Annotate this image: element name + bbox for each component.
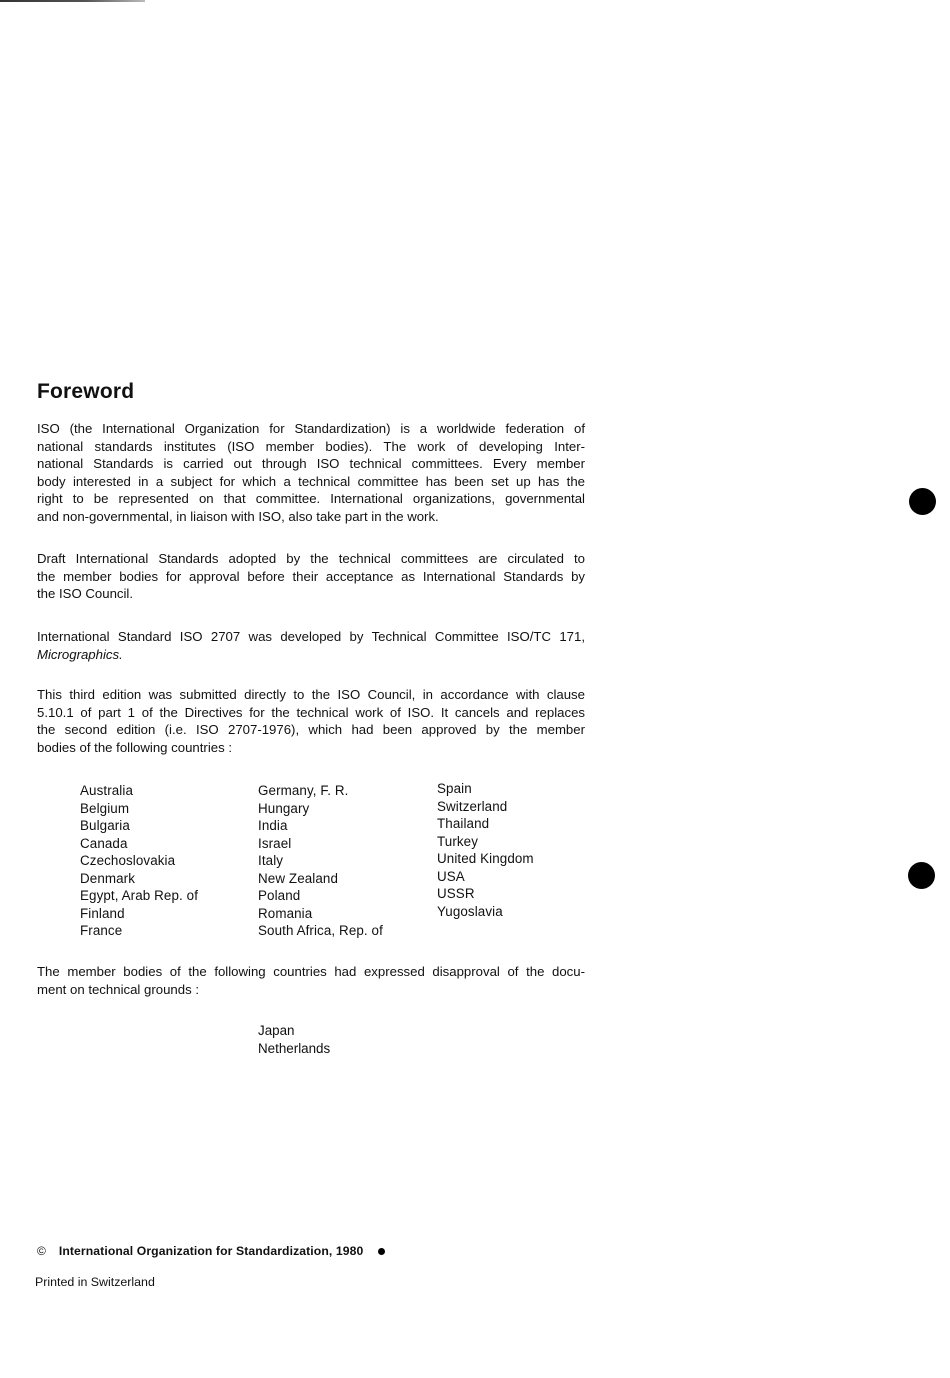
- country-item: Israel: [258, 835, 292, 851]
- country-item: France: [80, 923, 123, 938]
- paragraph-developed-by: [37, 628, 585, 663]
- country-item: USSR: [437, 886, 475, 901]
- country-item: Finland: [80, 905, 125, 921]
- country-item: Belgium: [80, 800, 130, 816]
- country-item: Hungary: [258, 800, 310, 816]
- paragraph-draft-standards: [37, 550, 585, 603]
- text-line: Draft International Standards adopted by the technical committees are circulated to: [37, 551, 585, 566]
- copyright-icon: ©: [37, 1244, 46, 1258]
- approving-countries-column-3: [437, 780, 534, 920]
- text-line: ment on technical grounds :: [37, 981, 200, 997]
- printed-in-note: Printed in Switzerland: [35, 1275, 155, 1289]
- binder-hole-dot-icon: [909, 488, 936, 515]
- country-item: Netherlands: [258, 1040, 331, 1056]
- country-item: Romania: [258, 905, 313, 921]
- copyright-notice: [37, 1244, 385, 1258]
- text-line: International Standard ISO 2707 was developed by Technical Committee ISO/TC 171,: [37, 629, 585, 644]
- scan-top-edge-line: [0, 0, 145, 2]
- country-item: Denmark: [80, 870, 136, 886]
- country-item: Spain: [437, 781, 472, 796]
- country-item: South Africa, Rep. of: [258, 923, 383, 938]
- country-item: USA: [437, 868, 465, 884]
- text-line: national Standards is carried out through ISO technical committees. Every member: [37, 456, 585, 472]
- country-item: Yugoslavia: [437, 903, 503, 919]
- committee-name: Micrographics.: [37, 646, 123, 662]
- country-item: Japan: [258, 1023, 295, 1038]
- country-item: United Kingdom: [437, 851, 534, 866]
- text-line: ISO (the International Organization for Standardization) is a worldwide federation of: [37, 421, 585, 436]
- country-item: Bulgaria: [80, 818, 130, 833]
- country-item: Italy: [258, 853, 284, 868]
- country-item: Canada: [80, 835, 128, 851]
- country-item: India: [258, 818, 288, 833]
- approving-countries-column-2: [258, 782, 383, 940]
- page-title: Foreword: [37, 380, 135, 403]
- text-line: 5.10.1 of part 1 of the Directives for the technical work of ISO. It cancels and replaces: [37, 704, 585, 720]
- approving-countries-column-1: [80, 782, 198, 940]
- binder-hole-dot-icon: [908, 862, 935, 889]
- country-item: Australia: [80, 783, 133, 798]
- copyright-text: International Organization for Standardization, 1980: [58, 1244, 364, 1258]
- paragraph-disapproval: [37, 963, 585, 998]
- text-line: The member bodies of the following countries had expressed disapproval of the docu-: [37, 964, 585, 979]
- country-item: Switzerland: [437, 798, 508, 814]
- paragraph-iso-intro: [37, 420, 585, 526]
- country-item: Thailand: [437, 816, 490, 831]
- text-line: bodies of the following countries :: [37, 739, 232, 755]
- text-line: and non-governmental, in liaison with ISO, also take part in the work.: [37, 508, 439, 524]
- country-item: Czechoslovakia: [80, 853, 176, 868]
- country-item: Egypt, Arab Rep. of: [80, 888, 199, 903]
- country-item: Poland: [258, 888, 301, 903]
- text-line: body interested in a subject for which a technical committee has been set up has the: [37, 473, 585, 489]
- country-item: Germany, F. R.: [258, 783, 349, 798]
- country-item: New Zealand: [258, 870, 338, 886]
- paragraph-third-edition: [37, 686, 585, 756]
- text-line: right to be represented on that committee. International organizations, governmental: [37, 491, 585, 507]
- text-line: national standards institutes (ISO member bodies). The work of developing Inter-: [37, 438, 585, 454]
- disapproving-countries-list: [258, 1022, 330, 1057]
- text-line: the ISO Council.: [37, 586, 134, 602]
- bullet-dot-icon: [378, 1248, 385, 1255]
- country-item: Turkey: [437, 833, 479, 849]
- text-line: This third edition was submitted directly to the ISO Council, in accordance with clause: [37, 687, 585, 702]
- text-line: the second edition (i.e. ISO 2707-1976), which had been approved by the member: [37, 722, 585, 738]
- text-line: the member bodies for approval before their acceptance as International Standards by: [37, 568, 585, 584]
